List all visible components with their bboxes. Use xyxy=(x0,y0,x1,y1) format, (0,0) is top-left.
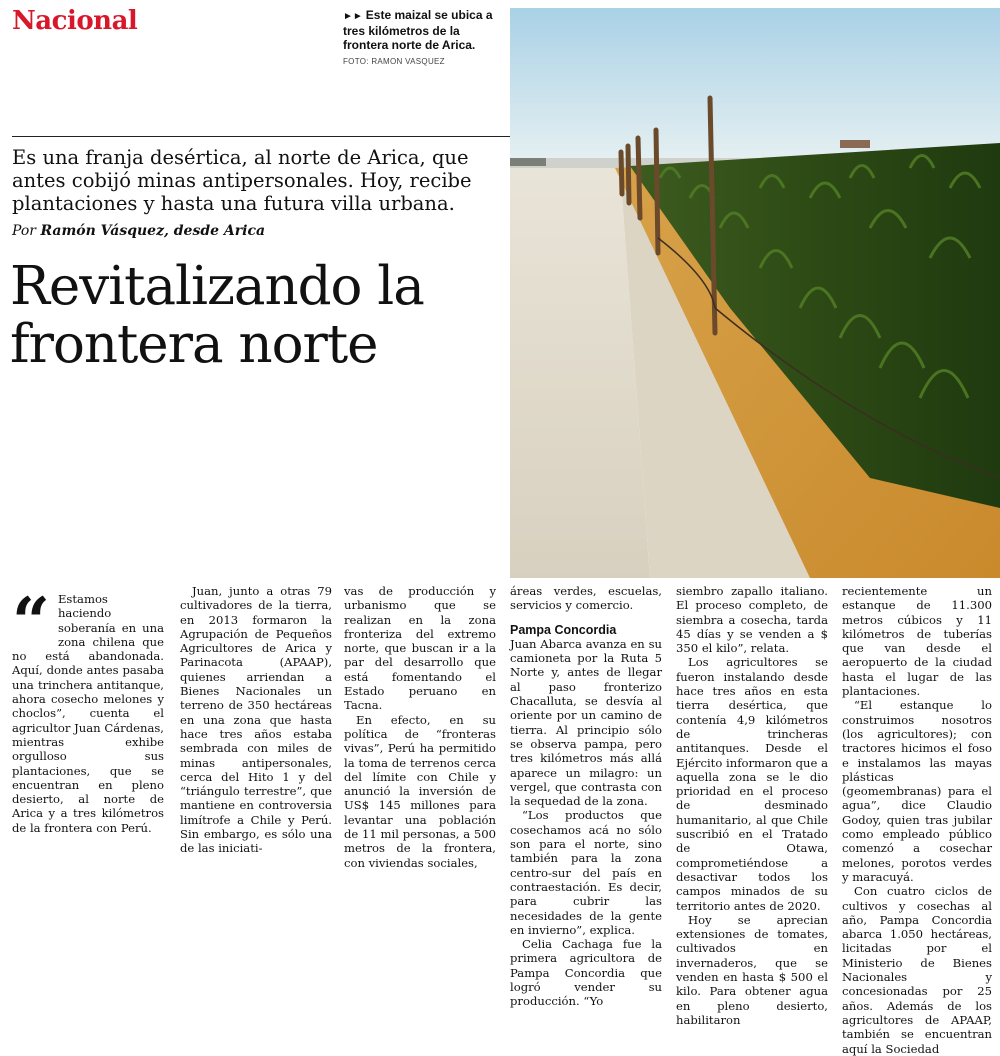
caption-arrows-icon: ►► xyxy=(343,11,363,22)
paragraph: Los agricultores se fueron instalando desde hace tres años en esta tierra desértica, que contenía 4,9 kilómetros de trincheras antitanques. Desde el Ejército informaron que a aquella zona se le dio prioridad en el proceso de desminado humanitario, al que Chile suscribió en el Tratado de Otawa, comprometiéndose a desactivar todos los campos minados de su territorio antes de 2020. xyxy=(676,655,828,913)
cornfield-photo xyxy=(510,8,1000,578)
byline xyxy=(12,223,265,239)
paragraph: Juan, junto a otras 79 cultivadores de la tierra, en 2013 formaron la Agrupación de Pequeños Agricultores de Arica y Parinacota (APAAP), quienes arriendan a Bienes Nacionales un terreno de 350 hectáreas en una zona que hasta hace tres años estaba sembrada con miles de minas antipersonales, cerca del Hito 1 y del “triángulo terrestre”, que mantiene en controversia limítrofe a Chile y Perú. Sin embargo, es sólo una de las iniciati- xyxy=(180,584,332,856)
quote-mark-icon: “ xyxy=(12,583,50,661)
caption-text: Este maizal se ubica a tres kilómetros de la frontera norte de Arica. xyxy=(343,8,493,52)
paragraph: Estamos haciendo soberanía en una zona chilena que no está abandonada. Aquí, donde antes pasaba una trinchera antitanque, ahora cosecho melones y choclos”, cuenta el agricultor Juan Cárdenas, mientras exhibe orgulloso sus plantaciones, que se encuentran en pleno desierto, al norte de Arica y a tres kilómetros de la frontera con Perú. xyxy=(12,592,164,835)
paragraph: vas de producción y urbanismo que se realizan en la zona fronteriza del extremo norte, que buscan ir a la par del desarrollo que está fomentando el Estado peruano en Tacna. xyxy=(344,584,496,713)
paragraph: Hoy se aprecian extensiones de tomates, cultivados en invernaderos, que se venden en hasta $ 500 el kilo. Para obtener agua en pleno desierto, habilitaron xyxy=(676,912,828,1027)
article-deck: Es una franja desértica, al norte de Arica, que antes cobijó minas antipersonales. Hoy, recibe plantaciones y hasta una futura villa urbana. xyxy=(12,146,472,215)
subheading: Pampa Concordia xyxy=(510,622,617,637)
article-column-3 xyxy=(344,584,496,870)
paragraph: “Los productos que cosechamos acá no sólo son para el norte, sino también para la zona centro-sur del país en contraestación. Es decir, para cubrir las necesidades de la gente en invierno”, explica. xyxy=(510,808,662,937)
paragraph: “El estanque lo construimos nosotros (los agricultores); con tractores hicimos el foso e instalamos las mayas plásticas (geomembranas) para el agua”, dice Claudio Godoy, quien tras jubilar como empleado público comenzó a cosechar melones, porotos verdes y maracuyá. xyxy=(842,698,992,884)
photo-credit: FOTO: RAMON VASQUEZ xyxy=(343,57,445,66)
paragraph: recientemente un estanque de 11.300 metros cúbicos y 11 kilómetros de tuberías que van desde el aeropuerto de la ciudad hasta el lugar de las plantaciones. xyxy=(842,584,992,699)
article-column-5 xyxy=(676,584,828,1027)
article-column-2 xyxy=(180,584,332,856)
paragraph: Con cuatro ciclos de cultivos y cosechas al año, Pampa Concordia abarca 1.050 hectáreas, licitadas por el Ministerio de Bienes Nacionales y concesionadas por 25 años. Además de los agricultores de APAAP, también se encuentran aquí la Sociedad xyxy=(842,884,992,1056)
article-column-6 xyxy=(842,584,992,1056)
paragraph: En efecto, en su política de “fronteras vivas”, Perú ha permitido la toma de terrenos cerca del límite con Chile y anunció la inversión de US$ 145 millones para levantar una población de 11 mil personas, a 500 metros de la frontera, con viviendas sociales, xyxy=(344,712,496,870)
article-column-1 xyxy=(12,584,164,835)
headline: Revitalizando la frontera norte xyxy=(10,256,424,375)
byline-prefix: Por xyxy=(12,223,41,239)
paragraph: siembro zapallo italiano. El proceso completo, de siembra a cosecha, tarda 45 días y se venden a $ 350 el kilo”, relata. xyxy=(676,584,828,656)
article-column-4 xyxy=(510,584,662,1009)
header-rule xyxy=(12,136,510,137)
byline-author: Ramón Vásquez, desde Arica xyxy=(40,223,266,239)
photo-caption xyxy=(343,8,503,69)
paragraph: Juan Abarca avanza en su camioneta por la Ruta 5 Norte y, antes de llegar al paso fronterizo Chacalluta, se desvía al oriente por un camino de tierra. Al principio sólo se observa pampa, pero tres kilómetros más allá aparece un milagro: un vergel, que contrasta con la sequedad de la zona. xyxy=(510,636,662,809)
paragraph: áreas verdes, escuelas, servicios y comercio. xyxy=(510,584,662,613)
paragraph: Celia Cachaga fue la primera agricultora de Pampa Concordia que logró vender su producción. “Yo xyxy=(510,937,662,1009)
cornfield-photo-illustration xyxy=(510,8,1000,578)
section-tag: Nacional xyxy=(12,6,138,36)
